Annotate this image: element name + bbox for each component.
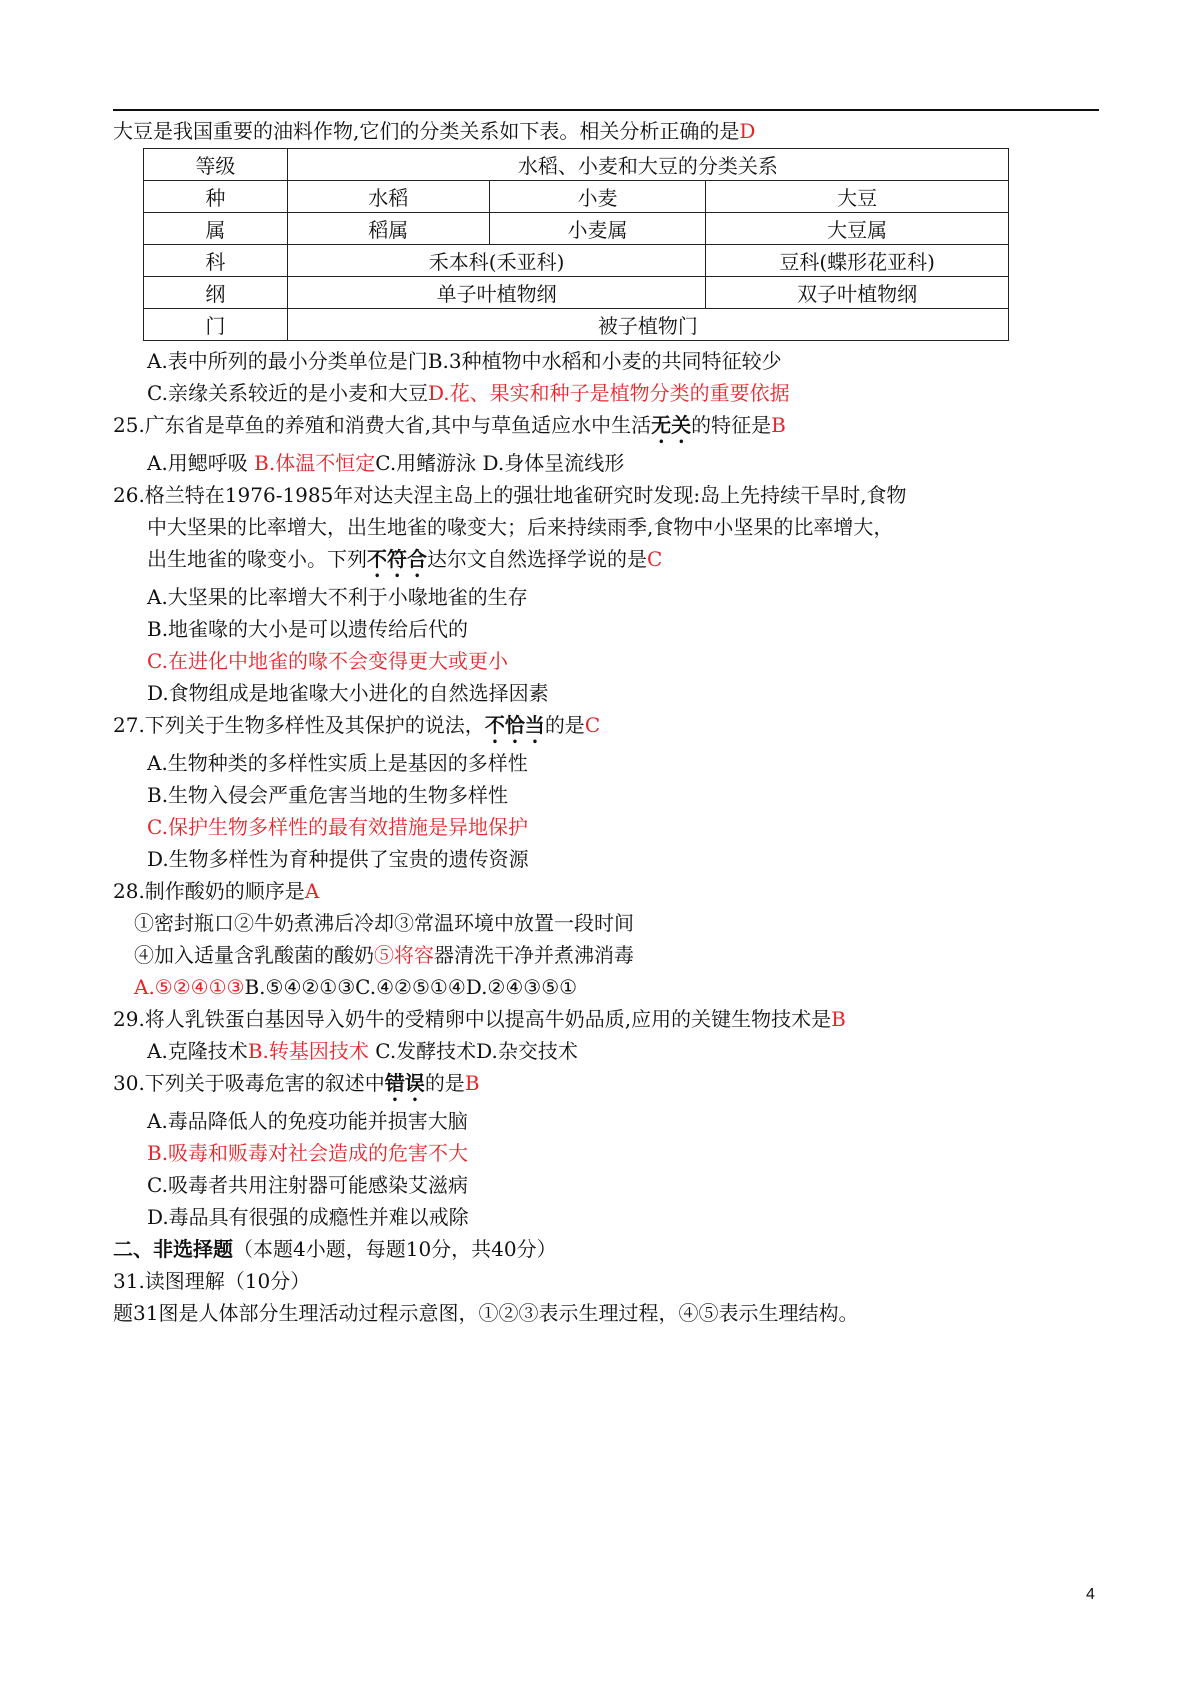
- table-cell: 被子植物门: [287, 309, 1008, 341]
- q29-options-cd: C.发酵技术D.杂交技术: [375, 1039, 578, 1063]
- q28-option-a: A.⑤②④①③: [134, 975, 245, 999]
- q24-options-ab: [147, 347, 782, 375]
- q28-options-bcd: B.⑤④②①③C.④②⑤①④D.②④③⑤①: [244, 975, 578, 999]
- table-cell: 大豆属: [706, 213, 1009, 245]
- q26-stem-line2: 中大坚果的比率增大，出生地雀的喙变大；后来持续雨季,食物中小坚果的比率增大，: [147, 515, 894, 539]
- table-row: [144, 213, 1009, 245]
- q28-stem: 28.制作酸奶的顺序是A: [113, 879, 320, 903]
- table-row: [144, 245, 1009, 277]
- q27-emphasis: 不恰当: [484, 713, 545, 737]
- q27-option-a: A.生物种类的多样性实质上是基因的多样性: [147, 751, 528, 775]
- header-rule: [113, 109, 1099, 111]
- section2-title: 二、非选择题: [113, 1237, 233, 1261]
- q25-emphasis: 无关: [651, 413, 692, 437]
- q24-answer: D: [739, 119, 756, 143]
- q27-option-d: D.生物多样性为育种提供了宝贵的遗传资源: [147, 847, 529, 871]
- q28-steps-line2: ④加入适量含乳酸菌的酸奶⑤将容器清洗干净并煮沸消毒: [134, 943, 634, 967]
- q27-option-b: B.生物入侵会严重危害当地的生物多样性: [147, 783, 509, 807]
- q31-title: 31.读图理解（10分）: [113, 1269, 311, 1293]
- q27-stem: 27.下列关于生物多样性及其保护的说法，不恰当的是C: [113, 713, 601, 737]
- q29-options: [147, 1037, 578, 1065]
- q27-answer: C: [584, 713, 601, 737]
- q24-stem: [113, 117, 755, 145]
- q26-option-c: C.在进化中地雀的喙不会变得更大或更小: [147, 649, 508, 673]
- q30-answer: B: [464, 1071, 480, 1095]
- table-cell: 纲: [144, 277, 288, 309]
- q30-stem: 30.下列关于吸毒危害的叙述中错误的是B: [113, 1071, 480, 1095]
- section2-heading: [113, 1235, 557, 1263]
- table-cell: 小麦属: [489, 213, 706, 245]
- table-row: [144, 277, 1009, 309]
- q29-stem: 29.将人乳铁蛋白基因导入奶牛的受精卵中以提高牛奶品质,应用的关键生物技术是B: [113, 1007, 846, 1031]
- table-cell: 禾本科(禾亚科): [287, 245, 706, 277]
- q26-emphasis: 不符合: [367, 547, 427, 571]
- table-cell: 豆科(蝶形花亚科): [706, 245, 1009, 277]
- table-row: [144, 149, 1009, 181]
- table-header-cell: 等级: [144, 149, 288, 181]
- q30-option-b: B.吸毒和贩毒对社会造成的危害不大: [147, 1141, 469, 1165]
- q25-answer: B: [771, 413, 786, 437]
- classification-table: [143, 148, 1009, 341]
- q24-option-c: C.亲缘关系较近的是小麦和大豆: [147, 381, 428, 405]
- q27-option-c: C.保护生物多样性的最有效措施是异地保护: [147, 815, 528, 839]
- q25-options: [147, 449, 624, 477]
- q31-description: 题31图是人体部分生理活动过程示意图，①②③表示生理过程，④⑤表示生理结构。: [113, 1301, 859, 1325]
- q28-answer: A: [304, 879, 320, 903]
- q29-answer: B: [831, 1007, 846, 1031]
- table-cell: 门: [144, 309, 288, 341]
- table-row: [144, 181, 1009, 213]
- q24-options-cd: [147, 379, 790, 407]
- q26-answer: C: [647, 547, 663, 571]
- table-cell: 双子叶植物纲: [706, 277, 1009, 309]
- page-number: 4: [1086, 1586, 1095, 1603]
- q25-option-d: D.身体呈流线形: [482, 451, 625, 475]
- table-cell: 小麦: [489, 181, 706, 213]
- q25-option-a: A.用鳃呼吸: [147, 451, 248, 475]
- table-cell: 水稻: [287, 181, 489, 213]
- q29-option-a: A.克隆技术: [147, 1039, 248, 1063]
- q26-option-a: A.大坚果的比率增大不利于小喙地雀的生存: [147, 585, 528, 609]
- q29-option-b: B.转基因技术: [247, 1039, 369, 1063]
- table-cell: 大豆: [706, 181, 1009, 213]
- q26-option-b: B.地雀喙的大小是可以遗传给后代的: [147, 617, 469, 641]
- q26-stem-line1: 26.格兰特在1976-1985年对达夫涅主岛上的强壮地雀研究时发现:岛上先持续干旱时,食物: [113, 483, 907, 507]
- q24-stem-text: 大豆是我国重要的油料作物,它们的分类关系如下表。相关分析正确的是: [113, 119, 740, 143]
- q28-steps-line1: ①密封瓶口②牛奶煮沸后冷却③常温环境中放置一段时间: [134, 911, 634, 935]
- section2-note: （本题4小题，每题10分，共40分）: [233, 1237, 557, 1261]
- q25-option-c: C.用鳍游泳: [375, 451, 477, 475]
- q25-stem: 25.广东省是草鱼的养殖和消费大省,其中与草鱼适应水中生活无关的特征是B: [113, 413, 786, 437]
- q24-option-b: B.3种植物中水稻和小麦的共同特征较少: [427, 349, 782, 373]
- table-cell: 属: [144, 213, 288, 245]
- table-cell: 稻属: [287, 213, 489, 245]
- q30-option-d: D.毒品具有很强的成瘾性并难以戒除: [147, 1205, 469, 1229]
- q30-option-c: C.吸毒者共用注射器可能感染艾滋病: [147, 1173, 468, 1197]
- q30-emphasis: 错误: [384, 1071, 425, 1095]
- q26-stem-line3: 出生地雀的喙变小。下列不符合达尔文自然选择学说的是C: [147, 547, 663, 571]
- q24-option-d: D.花、果实和种子是植物分类的重要依据: [427, 381, 790, 405]
- table-cell: 科: [144, 245, 288, 277]
- q24-option-a: A.表中所列的最小分类单位是门: [147, 349, 428, 373]
- table-cell: 单子叶植物纲: [287, 277, 706, 309]
- q30-option-a: A.毒品降低人的免疫功能并损害大脑: [147, 1109, 468, 1133]
- q28-options: [134, 973, 577, 1001]
- table-cell: 种: [144, 181, 288, 213]
- table-row: [144, 309, 1009, 341]
- q25-option-b: B.体温不恒定: [254, 451, 376, 475]
- q26-option-d: D.食物组成是地雀喙大小进化的自然选择因素: [147, 681, 549, 705]
- table-header-cell: 水稻、小麦和大豆的分类关系: [287, 149, 1008, 181]
